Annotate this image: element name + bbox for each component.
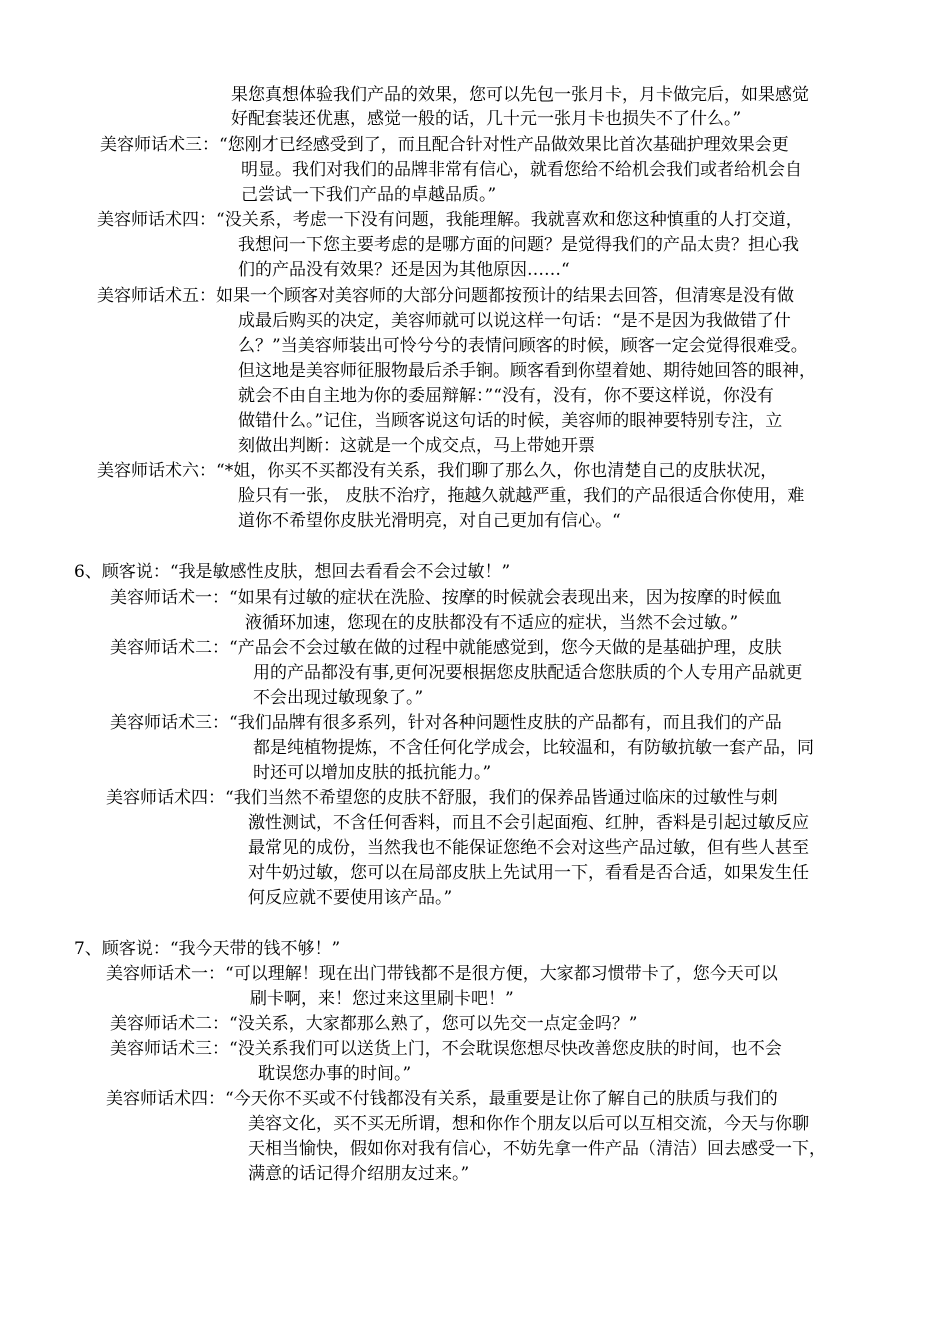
text-line: 美容师话术四：“我们当然不希望您的皮肤不舒服，我们的保养品皆通过临床的过敏性与刺 <box>106 788 778 808</box>
text-line: 液循环加速，您现在的皮肤都没有不适应的症状，当然不会过敏。” <box>245 613 739 633</box>
text-line: 激性测试，不含任何香料，而且不会引起面疱、红肿，香料是引起过敏反应 <box>248 813 809 833</box>
text-line: 满意的话记得介绍朋友过来。” <box>248 1164 470 1184</box>
section-heading: 6、顾客说：“我是敏感性皮肤，想回去看看会不会过敏！” <box>74 562 511 582</box>
text-line: 么？”当美容师装出可怜兮兮的表情问顾客的时候，顾客一定会觉得很难受。 <box>238 336 808 356</box>
text-line: 做错什么。”记住，当顾客说这句话的时候，美容师的眼神要特别专注，立 <box>238 411 783 431</box>
text-line: 对牛奶过敏，您可以在局部皮肤上先试用一下，看看是否合适，如果发生任 <box>248 863 809 883</box>
text-line: 最常见的成份，当然我也不能保证您绝不会对这些产品过敏，但有些人甚至 <box>248 838 809 858</box>
text-line: 都是纯植物提炼，不含任何化学成会，比较温和，有防敏抗敏一套产品，同 <box>253 738 814 758</box>
text-line: 但这地是美容师征服物最后杀手锏。顾客看到你望着她、期待她回答的眼神， <box>238 361 816 381</box>
text-line: 美容师话术四：“今天你不买或不付钱都没有关系，最重要是让你了解自己的肤质与我们的 <box>106 1089 778 1109</box>
text-line: 美容师话术三：“我们品牌有很多系列，针对各种问题性皮肤的产品都有，而且我们的产品 <box>110 713 782 733</box>
text-line: 何反应就不要使用该产品。” <box>248 888 453 908</box>
text-line: 己尝试一下我们产品的卓越品质。” <box>241 185 497 205</box>
text-line: 用的产品都没有事,更何况要根据您皮肤配适合您肤质的个人专用产品就更 <box>253 663 803 683</box>
text-line: 果您真想体验我们产品的效果，您可以先包一张月卡，月卡做完后，如果感觉 <box>231 85 809 105</box>
text-line: 美容师话术三：“没关系我们可以送货上门，不会耽误您想尽快改善您皮肤的时间，也不会 <box>110 1039 782 1059</box>
text-line: 天相当愉快，假如你对我有信心，不妨先拿一件产品（清洁）回去感受一下， <box>248 1139 826 1159</box>
text-line: 刻做出判断：这就是一个成交点，马上带她开票 <box>238 436 595 456</box>
text-line: 时还可以增加皮肤的抵抗能力。” <box>253 763 492 783</box>
text-line: 好配套装还优惠，感觉一般的话，几十元一张月卡也损失不了什么。” <box>231 109 742 129</box>
text-line: 刷卡啊，来！您过来这里刷卡吧！” <box>250 989 514 1009</box>
text-line: 美容师话术一：“可以理解！现在出门带钱都不是很方便，大家都习惯带卡了，您今天可以 <box>106 964 778 984</box>
text-line: 不会出现过敏现象了。” <box>253 688 424 708</box>
text-line: 我想问一下您主要考虑的是哪方面的问题？是觉得我们的产品太贵？担心我 <box>238 235 799 255</box>
text-line: 脸只有一张， 皮肤不治疗，拖越久就越严重，我们的产品很适合你使用，难 <box>238 486 805 506</box>
text-line: 明显。我们对我们的品牌非常有信心，就看您给不给机会我们或者给机会自 <box>241 160 802 180</box>
text-line: 就会不由自主地为你的委屈辩解：”“没有，没有，你不要这样说，你没有 <box>238 386 774 406</box>
text-line: 美容师话术四：“没关系，考虑一下没有问题，我能理解。我就喜欢和您这种慎重的人打交道， <box>97 210 803 230</box>
text-line: 道你不希望你皮肤光滑明亮，对自己更加有信心。“ <box>238 511 621 531</box>
text-line: 美容师话术一：“如果有过敏的症状在洗脸、按摩的时候就会表现出来，因为按摩的时候血 <box>110 588 782 608</box>
text-line: 美容师话术五：如果一个顾客对美容师的大部分问题都按预计的结果去回答，但清寒是没有做 <box>97 286 794 306</box>
text-line: 美容师话术二：“没关系，大家都那么熟了，您可以先交一点定金吗？” <box>110 1014 638 1034</box>
section-heading: 7、顾客说：“我今天带的钱不够！” <box>74 939 341 959</box>
text-line: 耽误您办事的时间。” <box>258 1064 412 1084</box>
text-line: 们的产品没有效果？还是因为其他原因……“ <box>238 260 570 280</box>
text-line: 美容师话术六：“*姐，你买不买都没有关系，我们聊了那么久，你也清楚自己的皮肤状况， <box>97 461 778 481</box>
text-line: 美容师话术三：“您刚才已经感受到了，而且配合针对性产品做效果比首次基础护理效果会更 <box>100 135 789 155</box>
text-line: 成最后购买的决定，美容师就可以说这样一句话：“是不是因为我做错了什 <box>238 311 791 331</box>
text-line: 美容文化，买不买无所谓，想和你作个朋友以后可以互相交流，今天与你聊 <box>248 1114 809 1134</box>
text-line: 美容师话术二：“产品会不会过敏在做的过程中就能感觉到，您今天做的是基础护理，皮肤 <box>110 638 782 658</box>
